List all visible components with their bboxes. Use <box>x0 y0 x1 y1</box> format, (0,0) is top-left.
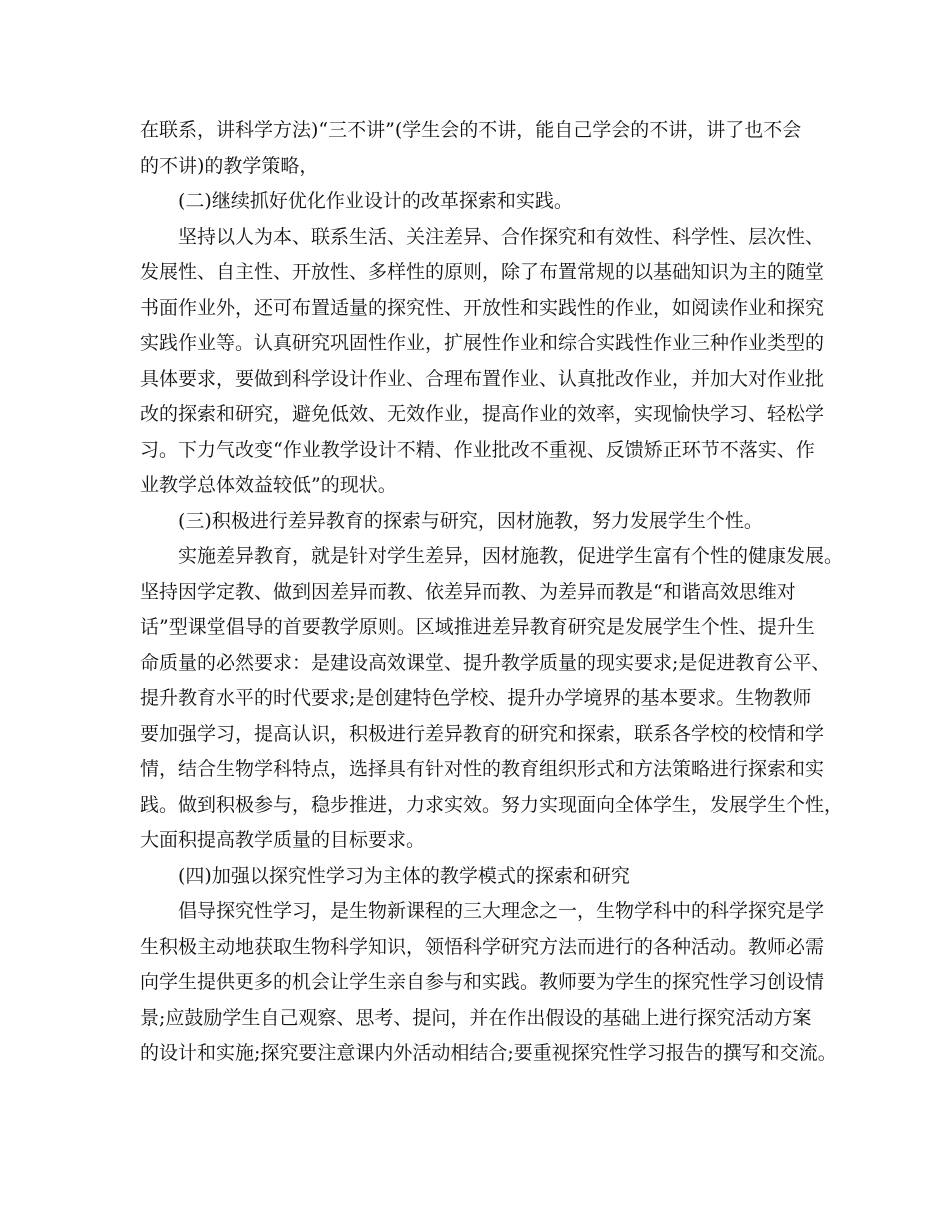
text-line: 的设计和实施;探究要注意课内外活动相结合;要重视探究性学习报告的撰写和交流。 <box>140 1042 837 1064</box>
text-line: 倡导探究性学习，是生物新课程的三大理念之一，生物学科中的科学探究是学 <box>178 900 825 922</box>
text-line: 实施差异教育，就是针对学生差异，因材施教，促进学生富有个性的健康发展。 <box>178 545 844 567</box>
text-line: 景;应鼓励学生自己观察、思考、提问，并在作出假设的基础上进行探究活动方案 <box>140 1006 812 1029</box>
document-body <box>140 113 844 1072</box>
text-line: 坚持因学定教、做到因差异而教、依差异而教、为差异而教是“和谐高效思维对 <box>140 580 796 603</box>
text-line: 话”型课堂倡导的首要教学原则。区域推进差异教育研究是发展学生个性、提升生 <box>140 616 815 638</box>
text-line: 命质量的必然要求：是建设高效课堂、提升教学质量的现实要求;是促进教育公平、 <box>140 651 831 674</box>
text-line: 业教学总体效益较低”的现状。 <box>140 474 397 496</box>
text-line: (三)积极进行差异教育的探索与研究，因材施教，努力发展学生个性。 <box>178 509 763 532</box>
text-line: 践。做到积极参与，稳步推进，力求实效。努力实现面向全体学生，发展学生个性， <box>140 793 844 816</box>
text-line: 生积极主动地获取生物科学知识，领悟科学研究方法而进行的各种活动。教师必需 <box>140 935 825 958</box>
text-line: 的不讲)的教学策略， <box>140 154 319 177</box>
text-line: 要加强学习，提高认识，积极进行差异教育的研究和探索，联系各学校的校情和学 <box>140 722 825 745</box>
text-line: 在联系，讲科学方法)“三不讲”(学生会的不讲，能自己学会的不讲，讲了也不会 <box>140 119 802 141</box>
text-line: 具体要求，要做到科学设计作业、合理布置作业、认真批改作业，并加大对作业批 <box>140 367 825 390</box>
text-line: 向学生提供更多的机会让学生亲自参与和实践。教师要为学生的探究性学习创设情 <box>140 971 825 993</box>
text-line: 大面积提高教学质量的目标要求。 <box>140 829 426 851</box>
text-line: 书面作业外，还可布置适量的探究性、开放性和实践性的作业，如阅读作业和探究 <box>140 296 825 319</box>
text-line: 改的探索和研究，避免低效、无效作业，提高作业的效率，实现愉快学习、轻松学 <box>140 403 825 425</box>
text-line: 提升教育水平的时代要求;是创建特色学校、提升办学境界的基本要求。生物教师 <box>140 687 812 709</box>
text-line: 实践作业等。认真研究巩固性作业，扩展性作业和综合实践性作业三种作业类型的 <box>140 332 825 354</box>
text-line: 习。下力气改变“作业教学设计不精、作业批改不重视、反馈矫正环节不落实、作 <box>140 438 815 461</box>
text-line: (二)继续抓好优化作业设计的改革探索和实践。 <box>178 190 573 212</box>
text-line: 坚持以人为本、联系生活、关注差异、合作探究和有效性、科学性、层次性、 <box>178 225 825 248</box>
text-line: 发展性、自主性、开放性、多样性的原则，除了布置常规的以基础知识为主的随堂 <box>140 261 825 283</box>
text-line: (四)加强以探究性学习为主体的教学模式的探索和研究 <box>178 864 630 887</box>
text-line: 情，结合生物学科特点，选择具有针对性的教育组织形式和方法策略进行探索和实 <box>140 758 825 780</box>
